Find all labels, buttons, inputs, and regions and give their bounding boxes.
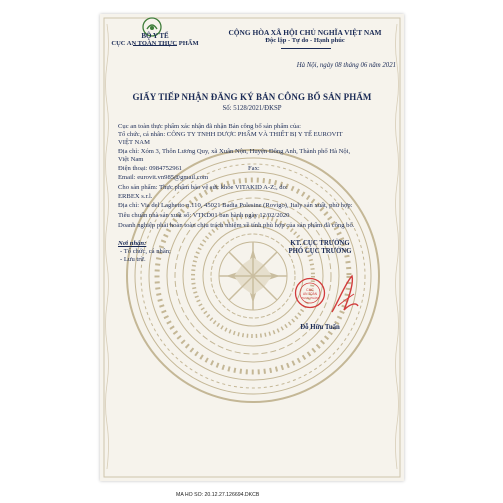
- address-line: Địa chỉ: Xóm 3, Thôn Lương Quy, xã Xuân Nộn, Huyện Đông Anh, Thành phố Hà Nội,: [118, 148, 351, 155]
- phone-line: Điện thoại: 0984752961: [118, 165, 183, 172]
- document-title: GIẤY TIẾP NHẬN ĐĂNG KÝ BẢN CÔNG BỐ SẢN PHẨM: [132, 92, 372, 102]
- svg-text:CỤC: CỤC: [306, 288, 314, 292]
- ministry-name: BỘ Y TẾ: [141, 32, 169, 40]
- handwritten-signature: [324, 272, 364, 322]
- issue-date: Hà Nội, ngày 08 tháng 06 năm 2021: [296, 62, 396, 69]
- signer-position: PHÓ CỤC TRƯỞNG: [288, 248, 352, 255]
- producer-address: Địa chỉ: Via del Laghetto n.110, 45021 Badia Polesine (Rovigo), Italy sản xuất, phù hợp:: [118, 202, 353, 209]
- organization-line-cont: VIỆT NAM: [118, 139, 150, 146]
- agency-name: CỤC AN TOÀN THỰC PHẨM: [111, 40, 199, 47]
- signer-name: Đỗ Hữu Tuấn: [300, 324, 340, 331]
- motto: Độc lập - Tự do - Hạnh phúc: [265, 37, 345, 44]
- product-line: Cho sản phẩm: Thực phẩm bảo vệ sức khỏe VITAKID A-Z;, do:: [118, 184, 288, 191]
- responsibility-line: Doanh nghiệp phải hoàn toàn chịu trách nhiệm về tính phù hợp của sản phẩm đã công bố.: [118, 222, 355, 229]
- recipients-label: Nơi nhận:: [118, 240, 147, 247]
- country-name: CỘNG HÒA XÃ HỘI CHỦ NGHĨA VIỆT NAM: [228, 28, 382, 37]
- document-page: [100, 14, 404, 481]
- intro-text: Cục an toàn thực phẩm xác nhận đã nhận Bản công bố sản phẩm của:: [118, 123, 302, 130]
- recipient-item: - Lưu trữ.: [120, 256, 146, 263]
- recipient-item: - Tổ chức, cá nhân;: [120, 248, 171, 255]
- svg-text:AN TOÀN: AN TOÀN: [302, 292, 318, 296]
- producer-name: ERBEX s.r.l.: [118, 193, 153, 200]
- document-number: Số: 5128/2021/ĐKSP: [222, 105, 282, 112]
- issuer-header: [106, 24, 204, 47]
- organization-line: Tổ chức, cá nhân: CÔNG TY TNHH DƯỢC PHẨM VÀ THIẾT BỊ Y TẾ EUROVIT: [118, 131, 343, 138]
- dossier-reference: MA HO SO: 20.12.27.126694.DKCB: [176, 492, 260, 498]
- email-line: Email: eurovit.vn985@gmail.com: [118, 174, 209, 181]
- national-header: [208, 28, 402, 44]
- signer-title: KT. CỤC TRƯỞNG: [290, 240, 350, 247]
- fax-line: Fax:: [248, 165, 260, 172]
- header-left-underline: [133, 45, 177, 46]
- header-right-underline: [281, 48, 331, 49]
- official-stamp: [294, 277, 326, 309]
- standard-line: Tiêu chuẩn nhà sản xuất số: VTKD01 ban hành ngày 12/02/2020: [118, 212, 290, 219]
- svg-text:THỰC PHẨM: THỰC PHẨM: [301, 296, 319, 300]
- address-line-cont: Việt Nam: [118, 156, 144, 163]
